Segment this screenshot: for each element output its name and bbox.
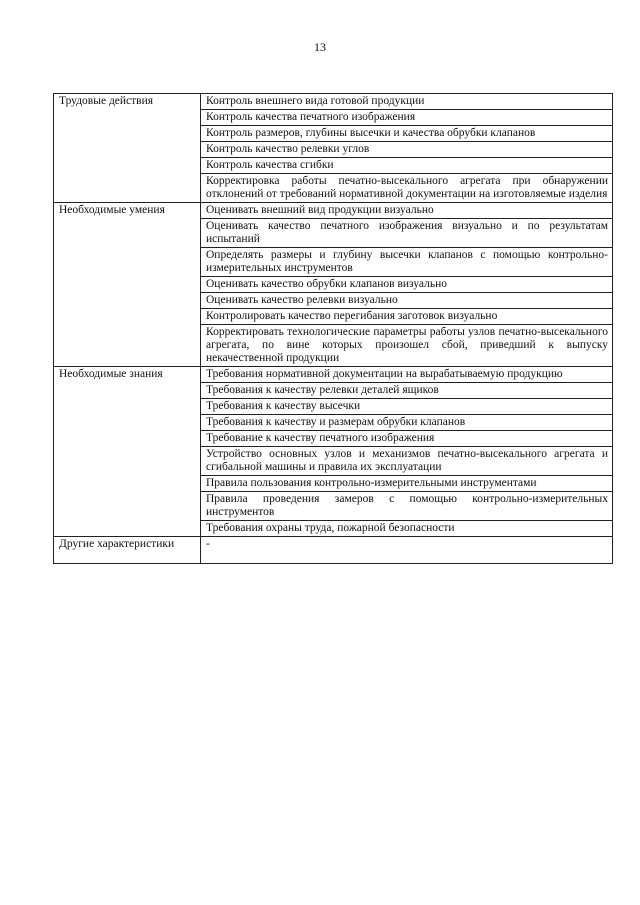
section-label: Трудовые действия bbox=[54, 94, 201, 203]
table-cell: Корректировка работы печатно-высекального агрегата при обнаружении отклонений от требований нормативной документации на изготовляемые изделия bbox=[201, 174, 613, 203]
table-cell: Требования охраны труда, пожарной безопасности bbox=[201, 521, 613, 537]
table-row bbox=[54, 203, 613, 219]
table-cell: Контролировать качество перегибания заготовок визуально bbox=[201, 309, 613, 325]
table-cell: Правила проведения замеров с помощью контрольно-измерительных инструментов bbox=[201, 492, 613, 521]
table-cell: Определять размеры и глубину высечки клапанов с помощью контрольно-измерительных инструментов bbox=[201, 248, 613, 277]
table-cell: Контроль качества сгибки bbox=[201, 158, 613, 174]
section-labor-actions bbox=[54, 94, 613, 203]
page-number: 13 bbox=[314, 40, 326, 54]
section-required-skills bbox=[54, 203, 613, 367]
table-cell: Требования нормативной документации на вырабатываемую продукцию bbox=[201, 367, 613, 383]
table-cell: Контроль качества печатного изображения bbox=[201, 110, 613, 126]
table-cell: Устройство основных узлов и механизмов печатно-высекального агрегата и сгибальной машины и правила их эксплуатации bbox=[201, 447, 613, 476]
table-cell: Контроль внешнего вида готовой продукции bbox=[201, 94, 613, 110]
table-cell: Требования к качеству высечки bbox=[201, 399, 613, 415]
table-cell: Оценивать качество печатного изображения визуально и по результатам испытаний bbox=[201, 219, 613, 248]
section-label: Необходимые знания bbox=[54, 367, 201, 537]
table-cell: Корректировать технологические параметры работы узлов печатно-высекального агрегата, по вине которых произошел сбой, приведший к выпуску некачественной продукции bbox=[201, 325, 613, 367]
table-cell: Правила пользования контрольно-измерительными инструментами bbox=[201, 476, 613, 492]
section-required-knowledge bbox=[54, 367, 613, 537]
table-row bbox=[54, 367, 613, 383]
table-cell: - bbox=[201, 537, 613, 564]
table-cell: Оценивать качество обрубки клапанов визуально bbox=[201, 277, 613, 293]
table-cell: Требования к качеству релевки деталей ящиков bbox=[201, 383, 613, 399]
table-row bbox=[54, 537, 613, 564]
table-cell: Оценивать внешний вид продукции визуально bbox=[201, 203, 613, 219]
section-other-characteristics bbox=[54, 537, 613, 564]
table-row bbox=[54, 94, 613, 110]
requirements-table bbox=[53, 93, 613, 564]
table-cell: Оценивать качество релевки визуально bbox=[201, 293, 613, 309]
section-label: Необходимые умения bbox=[54, 203, 201, 367]
section-label: Другие характеристики bbox=[54, 537, 201, 564]
table-cell: Контроль размеров, глубины высечки и качества обрубки клапанов bbox=[201, 126, 613, 142]
table-cell: Контроль качество релевки углов bbox=[201, 142, 613, 158]
table-cell: Требование к качеству печатного изображения bbox=[201, 431, 613, 447]
table-cell: Требования к качеству и размерам обрубки клапанов bbox=[201, 415, 613, 431]
